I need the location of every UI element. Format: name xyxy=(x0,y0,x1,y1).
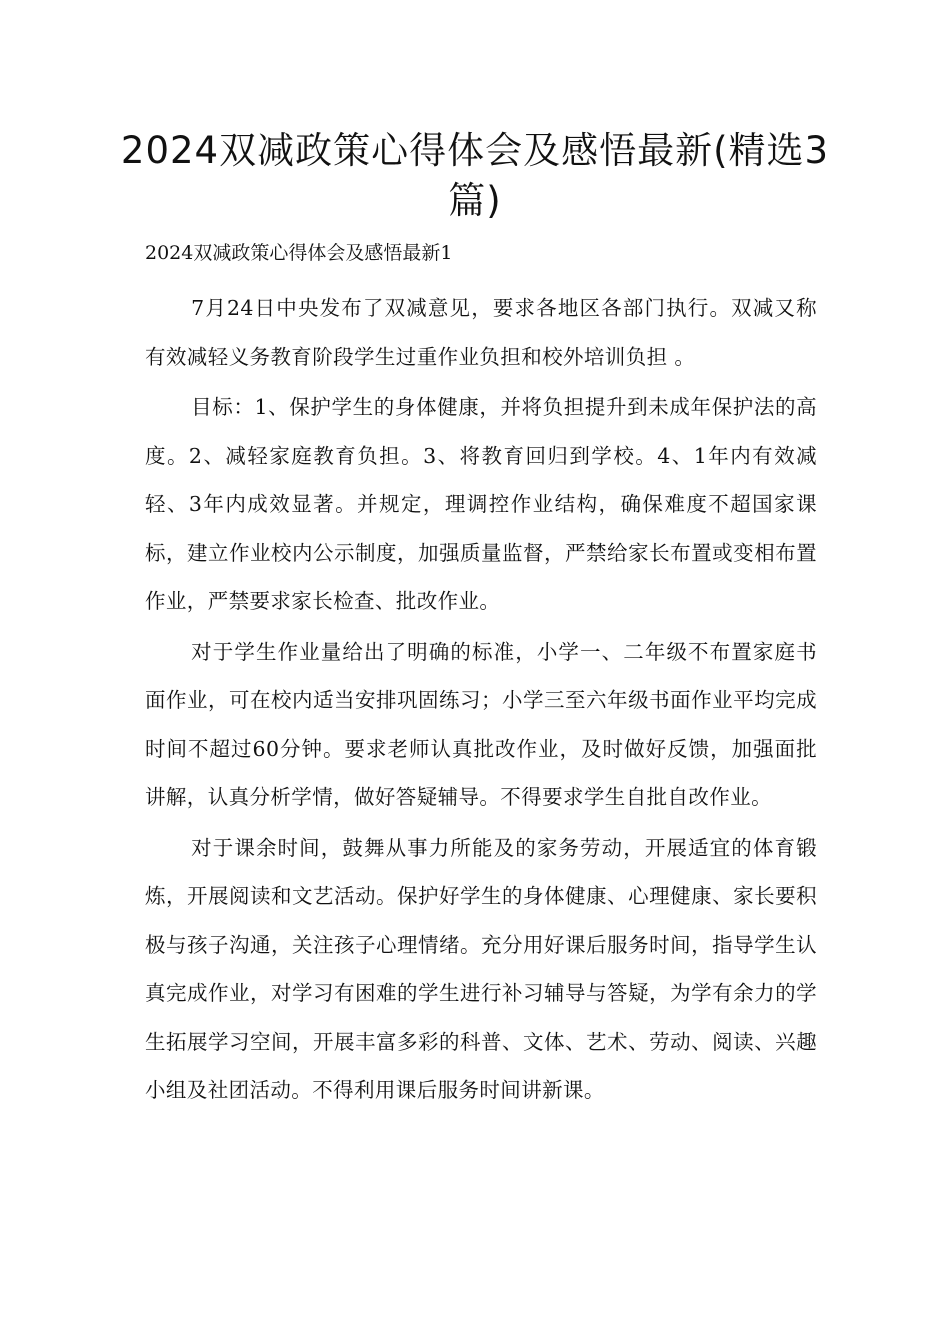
section-heading: 2024双减政策心得体会及感悟最新1 xyxy=(145,242,453,264)
document-title: 2024双减政策心得体会及感悟最新(精选3篇) xyxy=(120,129,830,222)
paragraph-1: 7月24日中央发布了双减意见，要求各地区各部门执行。双减又称 有效减轻义务教育阶段学生过重作业负担和校外培训负担 。 xyxy=(145,296,817,369)
paragraph-2: 目标：1、保护学生的身体健康，并将负担提升到未成年保护法的高度。2、减轻家庭教育负担。3、将教育回归到学校。4、1年内有效减轻、3年内成效显著。并规定，理调控作业结构，确保难度不超国家课标，建立作业校内公示制度，加强质量监督，严禁给家长布置或变相布置作业，严禁要求家长检查、批改作业。 xyxy=(145,395,817,613)
document-body xyxy=(145,284,817,1117)
paragraph-3: 对于学生作业量给出了明确的标准，小学一、二年级不布置家庭书面作业，可在校内适当安排巩固练习；小学三至六年级书面作业平均完成时间不超过60分钟。要求老师认真批改作业，及时做好反馈，加强面批讲解，认真分析学情，做好答疑辅导。不得要求学生自批自改作业。 xyxy=(145,639,817,809)
paragraph-4: 对于课余时间，鼓舞从事力所能及的家务劳动，开展适宜的体育锻炼，开展阅读和文艺活动。保护好学生的身体健康、心理健康、家长要积极与孩子沟通，关注孩子心理情绪。充分用好课后服务时间，指导学生认真完成作业，对学习有困难的学生进行补习辅导与答疑，为学有余力的学生拓展学习空间，开展丰富多彩的科普、文体、艺术、劳动、阅读、兴趣小组及社团活动。不得利用课后服务时间讲新课。 xyxy=(145,835,817,1102)
